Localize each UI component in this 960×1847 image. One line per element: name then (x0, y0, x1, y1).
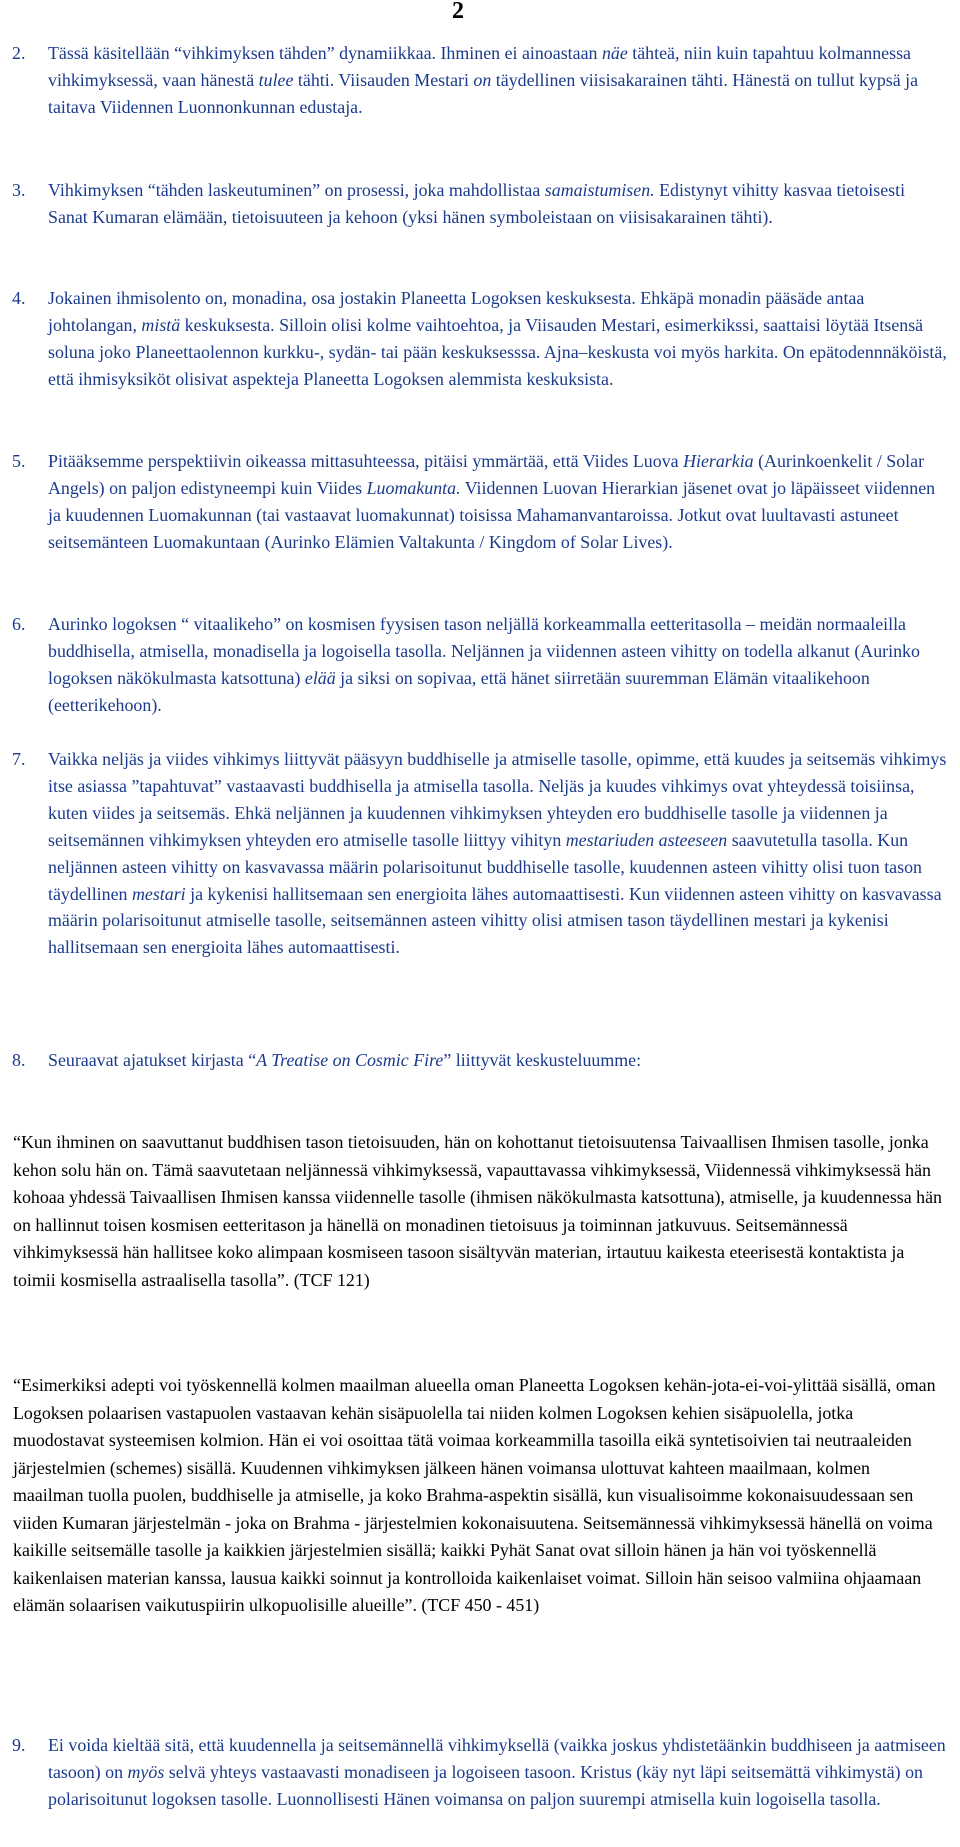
italic-text: tulee (258, 69, 294, 90)
text-segment: Aurinko logoksen “ vitaalikeho” on kosmisen fyysisen tason neljällä korkeammalla eetteritasolla – meidän normaaleilla buddhisella, atmisella, monadisella ja logoisella tasolla. Neljännen ja viidennen asteen vihitty on todella alkanut (Aurinko logoksen näkökulmasta katsottuna) (48, 614, 920, 688)
text-segment: Pitääksemme perspektiivin oikeassa mittasuhteessa, pitäisi ymmärtää, että Viides Luova (48, 451, 684, 471)
italic-text: mistä (141, 314, 181, 335)
block-quote: “Esimerkiksi adepti voi työskennellä kolmen maailman alueella oman Planeetta Logoksen kehän-jota-ei-voi-ylittää sisällä, oman Logoksen polaarisen vastapuolen vastaavan kehän sisäpuolella tai niiden kolmen Logoksen kehien sisäpuolella, jotka muodostavat systeemisen kolmion. Hän ei voi osoittaa tätä voimaa korkeammilla tasoilla eikä syntetisoivien tai neutraaleiden järjestelmien (schemes) sisällä. Kuudennen vihkimyksen jälkeen hänen voimansa ulottuvat kahteen maailmaan, kolmen maailman tuolla puolen, buddhiselle ja atmiselle, ja koko Brahma-aspektin sisällä, kun visualisoimme kokonaisuudessaan sen viiden Kumaran järjestelmän - joka on Brahma - järjestelmien kokonaisuutena. Seitsemännessä vihkimyksessä hänellä on voima kaikille seitsemälle tasolle ja kaikkien järjestelmien sisällä; kaikki Pyhät Sanat ovat silloin hänen ja hän voi työskennellä kaikenlaisen materian kanssa, lausua kaikki soinnut ja kontrolloida kaikenlaiset voimat. Silloin hän seisoo valmiina ohjaamaan elämän solaarisen vaikutuspiirin ulkopuolisille alueille”. (TCF 450 - 451) (13, 1375, 936, 1615)
text-segment: ja kykenisi hallitsemaan sen energioita lähes automaattisesti. Kun viidennen asteen vihitty on kasvavassa määrin polarisoitunut atmiselle tasolle, seitsemännen asteen vihitty olisi atmisen tason täydellinen mestari ja kykenisi hallitsemaan sen energioita lähes automaattisesti. (48, 883, 942, 958)
text-segment: tähteä, niin kuin tapahtuu kolmannessa vihkimyksessä, vaan hänestä (48, 43, 911, 90)
italic-text: samaistumisen. (544, 180, 655, 200)
text-segment: Ei voida kieltää sitä, että kuudennella ja seitsemännellä vihkimyksellä (vaikka joskus yhdistetäänkin buddhiseen ja aatmiseen tasoon) on (48, 1735, 946, 1782)
list-item (12, 177, 947, 231)
italic-text: Hierarkia (683, 451, 754, 471)
item-text (48, 177, 947, 231)
item-text (48, 746, 947, 961)
text-segment: saavutetulla tasolla. Kun neljännen asteen vihitty on kasvavassa määrin polarisoitunut buddhiselle tasolle, kuudennen asteen vihitty olisi tuon tason täydellinen (48, 829, 922, 904)
italic-text: mestariuden asteeseen (565, 829, 728, 850)
text-segment: Vaikka neljäs ja viides vihkimys liittyvät pääsyyn buddhiselle ja atmiselle tasolle, opimme, että kuudes ja seitsemäs vihkimys itse asiassa ”tapahtuvat” vastaavasti buddhisella ja atmisella tasolla. Neljäs ja kuudes vihkimys ovat yhteydessä toisiinsa, kuten viides ja seitsemäs. Ehkä neljännen ja kuudennen vihkimyksen yhteyden ero buddhiselle tasolle ja viidennen ja seitsemännen vihkimyksen yhteyden ero atmiselle tasolle liittyy vihityn (48, 749, 947, 850)
list-item (12, 746, 947, 961)
item-text (48, 285, 947, 393)
text-segment: keskuksesta. Silloin olisi kolme vaihtoehtoa, ja Viisauden Mestari, esimerkikssi, saattaisi löytää Itsensä soluna joko Planeettaolennon kurkku-, sydän- tai pään keskuksesssa. Ajna–keskusta voi myös harkita. On epätodennnäköistä, että ihmisyksiköt olisivat aspekteja Planeetta Logoksen alemmista keskuksista. (48, 314, 947, 389)
list-item (12, 40, 947, 121)
text-segment: täydellinen viisisakarainen tähti. Hänestä on tullut kypsä ja taitava Viidennen Luonnonkunnan edustaja. (48, 69, 919, 117)
item-text (48, 1047, 947, 1074)
text-segment: Seuraavat ajatukset kirjasta “ (48, 1050, 257, 1070)
italic-text: mestari (131, 883, 186, 904)
item-text (48, 1732, 947, 1813)
page-number: 2 (452, 0, 464, 24)
list-item (12, 285, 947, 393)
item-number: 6. (12, 614, 26, 634)
item-number: 2. (12, 43, 26, 63)
item-text (48, 40, 947, 121)
text-segment: Viidennen Luovan Hierarkian jäsenet ovat jo läpäisseet viidennen ja kuudennen Luomakunnan (tai vastaavat luomakunnat) toisissa Mahamanvantaroissa. Jotkut ovat luultavasti astuneet seitsemänteen Luomakuntaan (Aurinko Elämien Valtakunta / Kingdom of Solar Lives). (48, 477, 936, 552)
text-segment: Tässä käsitellään “vihkimyksen tähden” dynamiikkaa. Ihminen ei ainoastaan (48, 43, 602, 63)
italic-text: on (473, 69, 492, 90)
text-segment: (Aurinkoenkelit / Solar Angels) on paljon edistyneempi kuin Viides (48, 451, 925, 498)
item-text (48, 448, 947, 556)
text-segment: Jokainen ihmisolento on, monadina, osa jostakin Planeetta Logoksen keskuksesta. Ehkäpä monadin pääsäde antaa johtolangan, (48, 288, 865, 335)
text-segment: ” liittyvät keskusteluumme: (443, 1050, 642, 1070)
item-number: 5. (12, 451, 26, 471)
text-segment: tähti. Viisauden Mestari (293, 69, 474, 90)
italic-text: myös (127, 1761, 165, 1782)
item-number: 3. (12, 180, 26, 200)
item-number: 8. (12, 1050, 26, 1070)
list-item (12, 611, 947, 719)
item-number: 4. (12, 288, 26, 308)
text-segment: Vihkimyksen “tähden laskeutuminen” on prosessi, joka mahdollistaa (48, 180, 545, 200)
text-segment: Edistynyt vihitty kasvaa tietoisesti Sanat Kumaran elämään, tietoisuuteen ja kehoon (yksi hänen symboleistaan on viisisakarainen tähti). (48, 180, 906, 227)
list-item (12, 1047, 947, 1074)
italic-text: Luomakunta. (366, 477, 461, 498)
text-segment: ja siksi on sopivaa, että hänet siirretään suuremman Elämän vitaalikehoon (eetterikehoon). (48, 667, 870, 715)
item-text (48, 611, 947, 719)
italic-text: A Treatise on Cosmic Fire (256, 1050, 444, 1070)
italic-text: elää (304, 667, 336, 688)
list-item (12, 448, 947, 556)
block-quote: “Kun ihminen on saavuttanut buddhisen tason tietoisuuden, hän on kohottanut tietoisuutensa Taivaallisen Ihmisen tasolle, jonka kehon solu hän on. Tämä saavutetaan neljännessä vihkimyksessä, vapauttavassa vihkimyksessä, Viidennessä vihkimyksessä hän kohoaa yhdessä Taivaallisen Ihmisen kanssa viidennelle tasolle (ihmisen näkökulmasta katsottuna), atmiselle, ja kuudennessa hän on hallinnut toisen kosmisen eetteritason ja hänellä on monadinen tietoisuus ja toiminnan jatkuvuus. Seitsemännessä vihkimyksessä hän hallitsee koko alimpaan kosmiseen tasoon sisältyvän materian, irtautuu kaikesta eteerisestä kontaktista ja toimii kosmisella astraalisella tasolla”. (TCF 121) (13, 1132, 942, 1290)
text-segment: selvä yhteys vastaavasti monadiseen ja logoiseen tasoon. Kristus (käy nyt läpi seitsemättä vihkimystä) on polarisoitunut logoksen tasolle. Luonnollisesti Hänen voimansa on paljon suurempi atmisella kuin logoisella tasolla. (48, 1761, 923, 1809)
list-item (12, 1732, 947, 1813)
item-number: 9. (12, 1735, 26, 1755)
italic-text: näe (601, 43, 628, 63)
item-number: 7. (12, 749, 26, 769)
